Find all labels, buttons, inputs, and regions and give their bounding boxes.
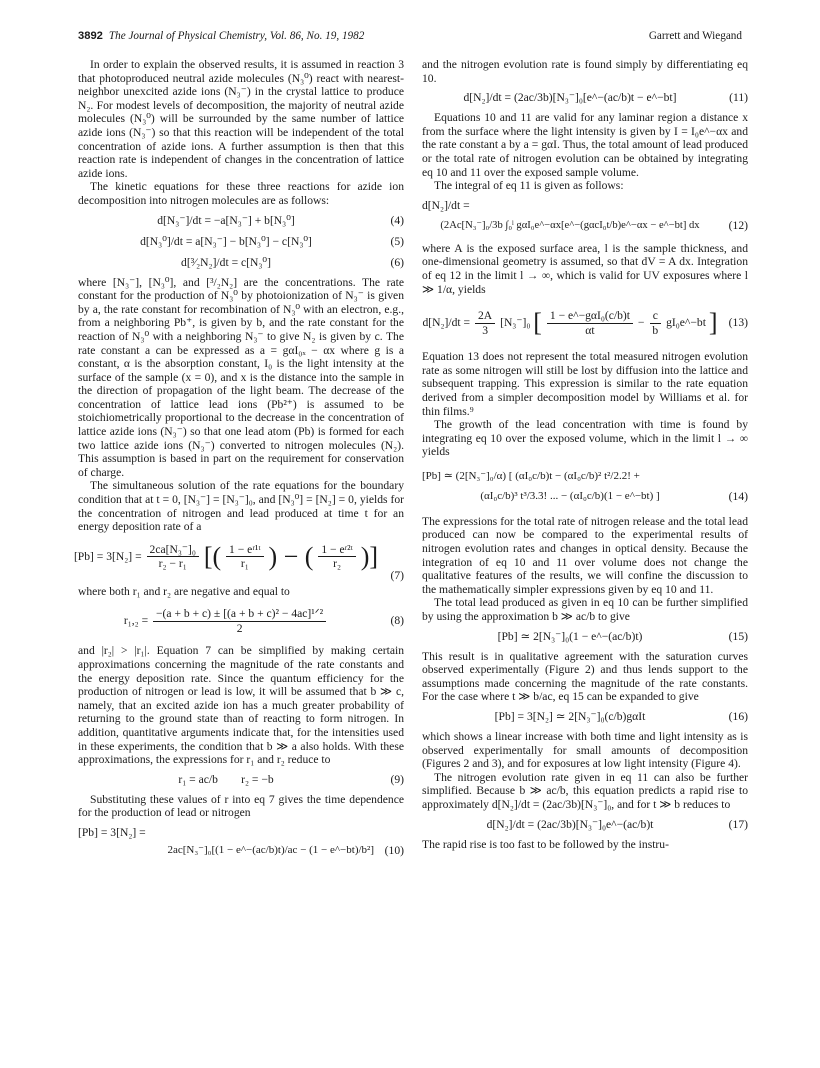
paragraph: and |r₂| > |r₁|. Equation 7 can be simplified by making certain approximations concerning the magnitude of the rate constants and the energy deposition rate. Since the quantum efficiency for the production of nitrogen or lead is low, it will be assumed that b ≫ c, namely, that an excited azide ion has a much greater probability of returning to the ground state than of reacting to form nitrogen. In addition, quantitative arguments indicate that, for the intensities used in these experiments, the condition that b ≫ a also holds. With these approximations, the expressions for r₁ and r₂ reduce to xyxy=(78,644,404,767)
equation-body: d[³⁄₂N₂]/dt = c[N₃⁰] xyxy=(181,255,271,269)
equation-number: (15) xyxy=(728,629,748,643)
equation-body: [Pb] ≃ 2[N₃⁻]₀(1 − e^−(ac/b)t) xyxy=(497,629,643,643)
equation-10-line2 xyxy=(78,843,404,859)
equation-number: (13) xyxy=(728,316,748,330)
equation-body: d[N₃⁻]/dt = −a[N₃⁻] + b[N₃⁰] xyxy=(157,213,295,227)
equation-body: 2ac[N₃⁻]₀[(1 − e^−(ac/b)t)/ac − (1 − e^−bt)/b²] xyxy=(167,844,374,857)
paragraph: and the nitrogen evolution rate is found simply by differentiating eq 10. xyxy=(422,58,748,85)
equation-number: (14) xyxy=(728,490,748,504)
equation-body: d[N₂]/dt = (2ac/3b)[N₃⁻]₀e^−(ac/b)t xyxy=(486,817,654,831)
page-number: 3892 xyxy=(78,30,103,42)
equation-body xyxy=(74,543,378,571)
header-authors: Garrett and Wiegand xyxy=(648,30,742,42)
equation-number: (9) xyxy=(390,772,404,786)
paragraph: where A is the exposed surface area, l is the sample thickness, and one-dimensional geometry is assumed, so that dV = A dx. Integration of eq 12 in the limit l → ∞, which is valid for UV exposures where l ≫ 1/α, yields xyxy=(422,241,748,296)
equation-body: d[N₂]/dt = (2ac/3b)[N₃⁻]₀[e^−(ac/b)t − e^−bt] xyxy=(463,91,677,105)
equation-11 xyxy=(422,90,748,106)
equation-4 xyxy=(78,213,404,229)
equation-body: r₁ = ac/b r₂ = −b xyxy=(178,772,274,786)
journal-citation: The Journal of Physical Chemistry, Vol. 86, No. 19, 1982 xyxy=(108,30,365,42)
equation-body: [Pb] = 3[N₂] ≃ 2[N₃⁻]₀(c/b)gαIt xyxy=(494,710,646,724)
eq7-lhs: [Pb] = 3[N₂] = xyxy=(73,549,142,563)
equation-13 xyxy=(422,305,748,341)
bracket-mid: ) − ( xyxy=(268,541,314,571)
equation-5 xyxy=(78,234,404,250)
running-header xyxy=(78,30,742,46)
paragraph: The expressions for the total rate of nitrogen release and the total lead produced can now be compared to the experimental results of nitrogen evolution rates and changes in optical density. Because the integration of eq 10 and 11 over volume does not change the qualitative features of the results, we will confine the discussion to the mathematically simpler expressions given by eq 10 and 11. xyxy=(422,514,748,596)
equation-body: [Pb] ≃ (2[N₃⁻]₀/α) [ (αI₀c/b)t − (αI₀c/b)² t²/2.2! + xyxy=(422,470,640,483)
equation-number: (16) xyxy=(728,710,748,724)
equation-number: (11) xyxy=(729,91,748,105)
equation-number: (17) xyxy=(728,817,748,831)
eq7-term1: $\frac{\text{1 − eʳ¹ᵗ}}{\text{r₁}}$ xyxy=(226,543,264,571)
eq8-fraction: $\frac{\text{−(a + b + c) ± [(a + b + c)² − 4ac]¹ᐟ²}}{2}$ xyxy=(153,607,326,635)
paragraph: The nitrogen evolution rate given in eq 11 can also be further simplified. Because b ≫ ac/b, this equation predicts a rapid rise to approximately d[N₂]/dt = (2ac/3b)[N₃⁻]₀, and for t ≫ b reduces to xyxy=(422,770,748,811)
equation-number: (6) xyxy=(390,255,404,269)
bracket-close: )] xyxy=(360,541,379,571)
paragraph: where both r₁ and r₂ are negative and equal to xyxy=(78,584,290,598)
bracket-open: [( xyxy=(203,541,222,571)
equation-12-line2 xyxy=(422,218,748,234)
paragraph: which shows a linear increase with both time and light intensity as is observed experimentally for small amounts of decomposition (Figures 2 and 3), and for exposures at low light intensity (Figure 4). xyxy=(422,730,748,771)
equation-number: (5) xyxy=(390,234,404,248)
paragraph: Substituting these values of r into eq 7 gives the time dependence for the production of lead or nitrogen xyxy=(78,792,404,820)
equation-15 xyxy=(422,629,748,645)
paragraph: The rapid rise is too fast to be followed by the instru- xyxy=(422,837,669,851)
equation-14-line1 xyxy=(422,469,748,485)
equation-body: d[N₃⁰]/dt = a[N₃⁻] − b[N₃⁰] − c[N₃⁰] xyxy=(140,234,312,248)
equation-number: (10) xyxy=(384,844,404,858)
equation-9 xyxy=(78,772,404,788)
paragraph: where [N₃⁻], [N₃⁰], and [³/₂N₂] are the concentrations. The rate constant for the production of N₃⁰ by photoionization of N₃⁻ is given by a, the rate constant for recombination of N₃⁰ with an electron, e.g., from a neighboring Pb⁺, is given by b, and the rate constant for the reaction of N₃⁰ with a neighboring N₃⁻ to give N₂ is given by c. The rate constant a can be expressed as a = gαI₀ₓ − αx where g is a constant, α is the absorption constant, I₀ is the light intensity at the surface of the sample (x = 0), and x is the distance into the sample in the direction of propagation of the light beam. The decrease of the concentration of lattice lead ions (Pb²⁺) is assumed to be stoichiometrically proportional to the decrease in the concentration of lattice azide ions (N₃⁻) so that one lead atom (Pb) is formed for each two lattice azide ions (N₃⁻) converted to nitrogen molecules (N₂). This assumption is based in part on the requirement for conservation of charge. xyxy=(78,275,404,479)
equation-body: r₁,₂ = $\frac{\text{−(a + b + c) ± [(a + b + c)² − 4ac]¹ᐟ²}}{2}$ xyxy=(124,607,328,635)
eq13-fraction-2: $\frac{c}{b}$ xyxy=(649,309,661,337)
paragraph: The integral of eq 11 is given as follows: xyxy=(434,179,624,193)
right-column xyxy=(422,58,748,851)
equation-14-line2 xyxy=(422,489,748,505)
equation-body: (αI₀c/b)³ t³/3.3! ... − (αI₀c/b)(1 − e^−bt) ] xyxy=(480,490,660,503)
equation-number: (8) xyxy=(390,614,404,628)
header-left xyxy=(78,30,364,42)
paragraph: The total lead produced as given in eq 10 can be further simplified by using the approximation b ≫ ac/b to give xyxy=(422,596,748,624)
equation-body: [Pb] = 3[N₂] = xyxy=(78,826,146,840)
eq13-fraction-1: $\frac{\text{1 − e\textasciicircum{}−gαI₀(c/b)t}}{\alpha t}$ xyxy=(547,309,633,337)
equation-number: (7) xyxy=(390,569,404,583)
equation-6 xyxy=(78,255,404,271)
equation-body: d[N₂]/dt = $\frac{2A}{3}$ [N₃⁻]₀ [ $\frac{\text{1 − e\textasciicircum{}−gαI₀(c/b)t}}{\alpha t}$ − $\frac{c}{b}$ gI₀e^−bt ] xyxy=(422,308,718,338)
eq7-prefactor: $\frac{\text{2ca[N₃⁻]₀}}{\text{r₂ − r₁}}$ xyxy=(147,543,199,571)
equation-body: d[N₂]/dt = xyxy=(422,198,470,212)
eq7-term2: $\frac{\text{1 − eʳ²ᵗ}}{\text{r₂}}$ xyxy=(318,543,356,571)
equation-17 xyxy=(422,817,748,833)
paragraph: Equation 13 does not represent the total measured nitrogen evolution rate as some nitrogen will still be lost by diffusion into the lattice and subsequent trapping. This expression is similar to the rate equation derived from a simpler decomposition model by Williams et al. for thin films.⁹ xyxy=(422,350,748,418)
paragraph: The simultaneous solution of the rate equations for the boundary condition that at t = 0, [N₃⁻] = [N₃⁻]₀, and [N₃⁰] = [N₂] = 0, yields for the concentration of nitrogen and lead produced at time t for an energy deposition rate of a xyxy=(78,479,404,534)
equation-7 xyxy=(73,539,404,583)
paragraph: Equations 10 and 11 are valid for any laminar region a distance x from the surface where the light intensity is given by I = I₀e^−αx and the rate constant a by a = gαI. Thus, the total amount of lead produced or the total rate of nitrogen evolution can be obtained by integrating eq 10 and 11 over the exposed sample volume. xyxy=(422,111,748,179)
paragraph: The growth of the lead concentration with time is found by integrating eq 10 over the exposed volume, which in the limit l → ∞ yields xyxy=(422,418,748,459)
equation-12-line1 xyxy=(422,198,748,214)
equation-body: (2Ac[N₃⁻]₀/3b ∫₀ˡ gαI₀e^−αx[e^−(gαcI₀t/b)e^−αx − e^−bt] dx xyxy=(440,219,700,231)
paragraph: The kinetic equations for these three reactions for azide ion decomposition into nitrogen molecules are as follows: xyxy=(78,180,404,207)
paragraph: This result is in qualitative agreement with the saturation curves observed experimentally (Figure 2) and thus lends support to the assumptions made concerning the magnitude of the rate constants. For the case where t ≫ b/ac, eq 15 can be expanded to give xyxy=(422,649,748,704)
equation-16 xyxy=(422,709,748,725)
equation-number: (12) xyxy=(728,218,748,232)
equation-number: (4) xyxy=(390,213,404,227)
equation-10-line1 xyxy=(78,825,404,841)
eq13-coefficient: $\frac{2A}{3}$ xyxy=(475,309,495,337)
left-column xyxy=(73,58,404,864)
paragraph: In order to explain the observed results, it is assumed in reaction 3 that photoproduced neutral azide molecules (N₃⁰) react with nearest-neighbor unexcited azide ions (N₃⁻) in the crystal lattice to produce N₂. For modest levels of decomposition, the majority of neutral azide molecules (N₃⁰) will be surrounded by the same number of lattice azide ions (N₃⁻) so that this reaction will be independent of the total concentration of azide ions. A further assumption is then that this reaction rate is independent of changes in the concentration of lattice azide ions. xyxy=(78,58,404,180)
equation-8 xyxy=(78,603,404,639)
